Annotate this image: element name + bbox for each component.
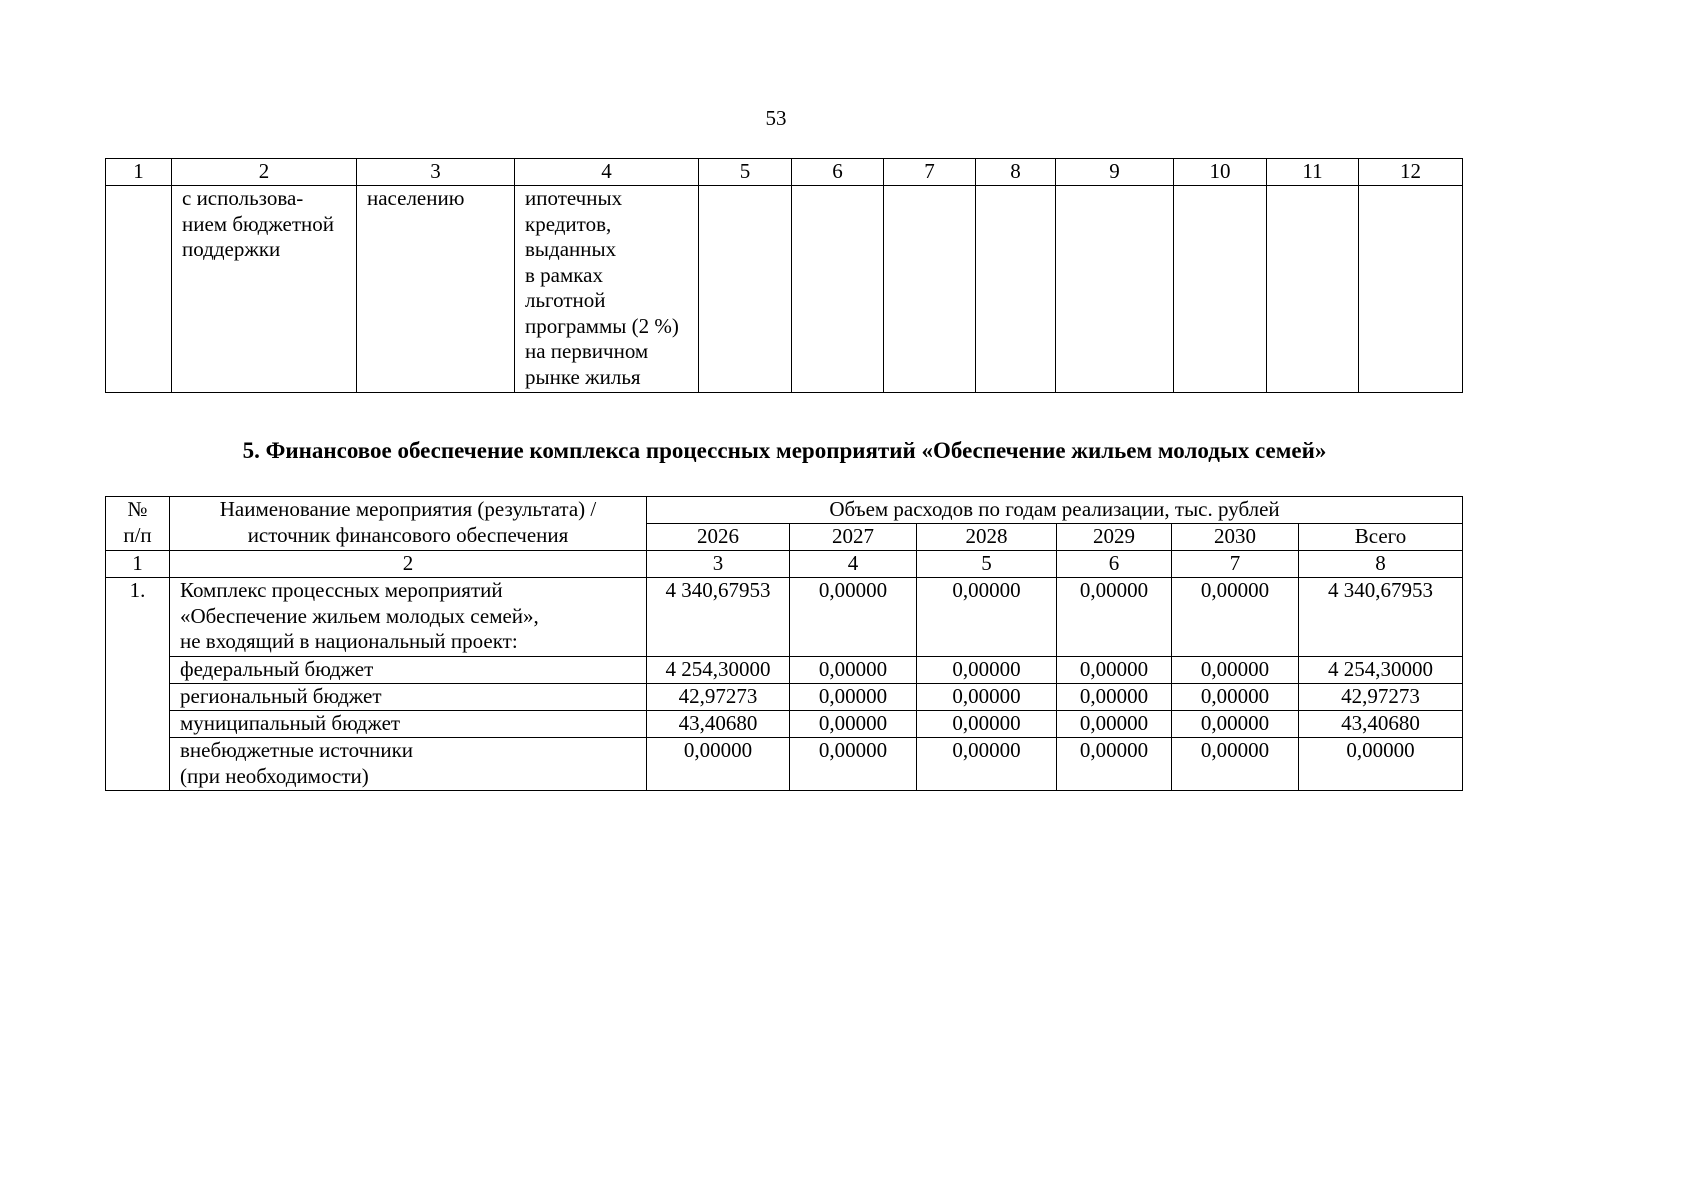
cell-line: кредитов, — [525, 211, 612, 236]
table-cell — [106, 186, 172, 393]
cell-line: на первичном — [525, 339, 649, 363]
value-cell: 0,00000 — [790, 711, 917, 738]
name-line: внебюджетные источники — [180, 738, 414, 762]
value-cell: 43,40680 — [647, 711, 790, 738]
table-cell — [792, 186, 884, 393]
value-cell: 0,00000 — [1299, 738, 1463, 791]
value-cell: 0,00000 — [790, 578, 917, 657]
value-cell: 0,00000 — [1057, 657, 1172, 684]
cell-line: с использова- — [182, 186, 304, 210]
value-cell: 43,40680 — [1299, 711, 1463, 738]
table-cell — [699, 186, 792, 393]
table-cell — [172, 186, 357, 393]
header-line: источник финансового обеспечения — [247, 522, 569, 547]
header-line: п/п — [123, 522, 152, 547]
value-cell: 0,00000 — [1057, 738, 1172, 791]
value-cell: 4 340,67953 — [647, 578, 790, 657]
column-number-row — [106, 159, 1463, 186]
value-cell: 0,00000 — [790, 684, 917, 711]
column-number: 2 — [172, 159, 357, 186]
value-cell: 0,00000 — [790, 738, 917, 791]
value-cell: 0,00000 — [1172, 738, 1299, 791]
name-line: «Обеспечение жильем молодых семей», — [180, 603, 539, 628]
column-number: 2 — [170, 551, 647, 578]
value-cell: 0,00000 — [1057, 711, 1172, 738]
value-cell: 0,00000 — [917, 711, 1057, 738]
cell-line: ипотечных — [525, 186, 623, 210]
name-line: (при необходимости) — [180, 763, 369, 788]
value-cell: 4 254,30000 — [647, 657, 790, 684]
cell-line: программы (2 %) — [525, 313, 679, 338]
continuation-table — [105, 158, 1463, 393]
column-number: 5 — [917, 551, 1057, 578]
column-number: 6 — [1057, 551, 1172, 578]
cell-line: поддержки — [182, 237, 281, 261]
item-number: 1. — [106, 578, 170, 791]
header-line: № — [127, 497, 148, 521]
table-row — [106, 711, 1463, 738]
year-header: 2028 — [917, 524, 1057, 551]
value-cell: 0,00000 — [1172, 684, 1299, 711]
value-cell: 0,00000 — [917, 738, 1057, 791]
table-cell — [884, 186, 976, 393]
value-cell: 0,00000 — [1057, 578, 1172, 657]
column-number: 3 — [357, 159, 515, 186]
name-header — [170, 497, 647, 551]
column-number: 1 — [106, 159, 172, 186]
value-cell: 4 254,30000 — [1299, 657, 1463, 684]
name-line: Комплекс процессных мероприятий — [180, 578, 503, 602]
table-cell — [515, 186, 699, 393]
table-cell — [1267, 186, 1359, 393]
table-cell — [1359, 186, 1463, 393]
header-line: Наименование мероприятия (результата) / — [219, 497, 597, 521]
table-row — [106, 578, 1463, 657]
column-number: 4 — [790, 551, 917, 578]
column-number: 12 — [1359, 159, 1463, 186]
table-cell — [1174, 186, 1267, 393]
value-cell: 4 340,67953 — [1299, 578, 1463, 657]
column-number-row — [106, 551, 1463, 578]
header-row — [106, 497, 1463, 524]
page-number: 53 — [765, 106, 787, 130]
row-name — [170, 738, 647, 791]
value-cell: 42,97273 — [1299, 684, 1463, 711]
column-number: 4 — [515, 159, 699, 186]
row-name: федеральный бюджет — [170, 657, 647, 684]
value-cell: 0,00000 — [917, 657, 1057, 684]
total-header: Всего — [1299, 524, 1463, 551]
value-cell: 0,00000 — [917, 578, 1057, 657]
cell-line: рынке жилья — [525, 364, 641, 389]
table-cell — [1056, 186, 1174, 393]
row-name: региональный бюджет — [170, 684, 647, 711]
year-header: 2029 — [1057, 524, 1172, 551]
value-cell: 0,00000 — [1172, 578, 1299, 657]
num-header — [106, 497, 170, 551]
column-number: 9 — [1056, 159, 1174, 186]
cell-line: выданных — [525, 237, 617, 261]
table-row — [106, 657, 1463, 684]
table-cell — [976, 186, 1056, 393]
row-name — [170, 578, 647, 657]
column-number: 6 — [792, 159, 884, 186]
column-number: 7 — [1172, 551, 1299, 578]
column-number: 10 — [1174, 159, 1267, 186]
value-cell: 42,97273 — [647, 684, 790, 711]
name-line: не входящий в национальный проект: — [180, 629, 518, 653]
financing-table — [105, 496, 1463, 791]
table-row — [106, 738, 1463, 791]
year-header: 2027 — [790, 524, 917, 551]
value-cell: 0,00000 — [790, 657, 917, 684]
column-number: 1 — [106, 551, 170, 578]
column-number: 5 — [699, 159, 792, 186]
section-title: 5. Финансовое обеспечение комплекса процессных мероприятий «Обеспечение жильем молодых семей» — [242, 438, 1327, 463]
column-number: 3 — [647, 551, 790, 578]
value-cell: 0,00000 — [917, 684, 1057, 711]
value-cell: 0,00000 — [1172, 711, 1299, 738]
column-number: 8 — [1299, 551, 1463, 578]
cell-line: нием бюджетной — [182, 211, 335, 236]
column-number: 7 — [884, 159, 976, 186]
cell-line: в рамках — [525, 262, 603, 287]
column-number: 8 — [976, 159, 1056, 186]
cell-line: льготной — [525, 288, 606, 312]
table-row — [106, 186, 1463, 393]
table-cell: населению — [357, 186, 515, 393]
row-name: муниципальный бюджет — [170, 711, 647, 738]
value-cell: 0,00000 — [1172, 657, 1299, 684]
volume-header: Объем расходов по годам реализации, тыс. рублей — [647, 497, 1463, 524]
value-cell: 0,00000 — [647, 738, 790, 791]
value-cell: 0,00000 — [1057, 684, 1172, 711]
column-number: 11 — [1267, 159, 1359, 186]
table-row — [106, 684, 1463, 711]
year-header: 2026 — [647, 524, 790, 551]
year-header: 2030 — [1172, 524, 1299, 551]
